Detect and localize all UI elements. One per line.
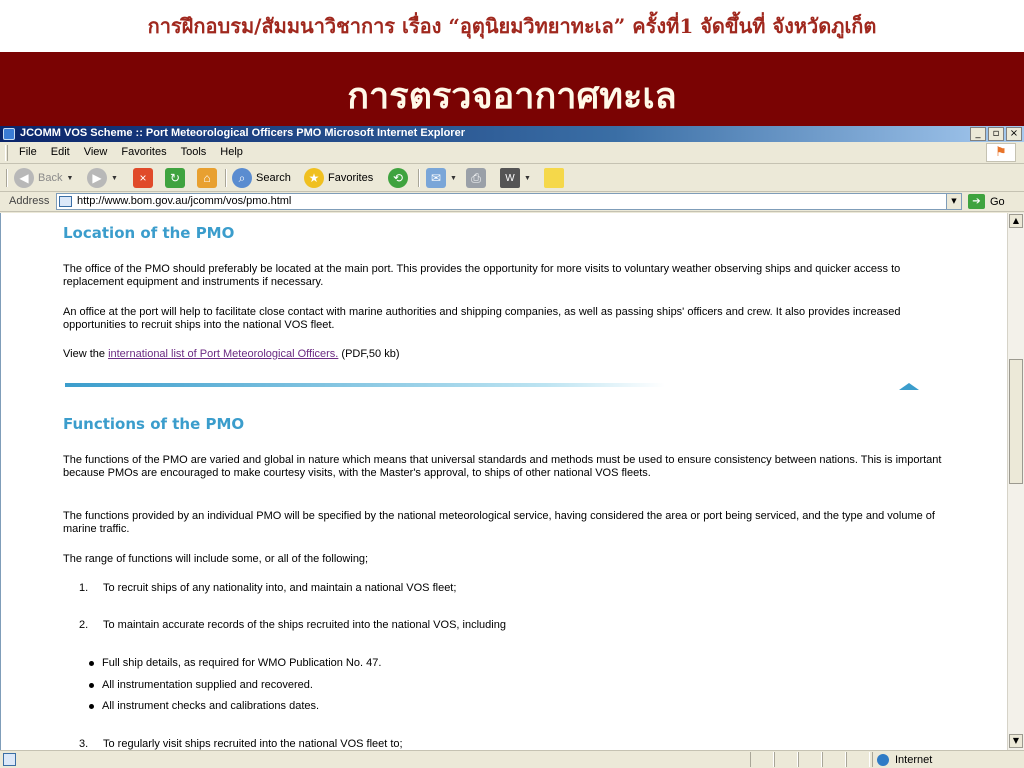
menu-tools[interactable]: Tools	[180, 146, 207, 158]
slide-title: การตรวจอากาศทะเล	[347, 75, 677, 117]
menu-bar	[0, 142, 1024, 164]
mail-dropdown-icon[interactable]: ▼	[450, 174, 457, 182]
refresh-icon: ↻	[165, 168, 185, 188]
close-button[interactable]: ×	[1006, 127, 1022, 141]
bullet-item: All instrumentation supplied and recovered.	[89, 679, 313, 692]
star-icon: ★	[304, 168, 324, 188]
address-label: Address	[9, 195, 50, 207]
functions-paragraph-1: The functions of the PMO are varied and global in nature which means that universal standards and methods must be used to ensure consistency between nations. This is important because PMOs are encouraged to make courtesy visits, with the Master's approval, to ships of other national VOS fleets.	[63, 454, 942, 479]
seminar-title: การฝึกอบรม/สัมมนาวิชาการ เรื่อง “อุตุนิยมวิทยาทะเล” ครั้งที่1 จัดขึ้นที่ จังหวัดภูเก็ต	[147, 14, 877, 38]
back-button[interactable]	[14, 167, 73, 189]
forward-arrow-icon: ▶	[87, 168, 107, 188]
status-pane	[774, 752, 798, 767]
go-label: Go	[990, 195, 1005, 208]
bullet-icon	[89, 704, 94, 709]
back-dropdown-icon[interactable]: ▼	[66, 174, 74, 182]
bullet-icon	[89, 683, 94, 688]
refresh-button[interactable]	[165, 167, 185, 189]
windows-logo-icon: ⚑	[986, 143, 1016, 162]
print-button[interactable]	[466, 167, 486, 189]
forward-button[interactable]	[87, 167, 118, 189]
back-label: Back	[38, 172, 63, 184]
page-icon	[59, 196, 72, 207]
vertical-scrollbar[interactable]	[1007, 213, 1024, 750]
status-panes	[750, 752, 870, 767]
location-paragraph-1: The office of the PMO should preferably be located at the main port. This provides the opportunity for more visits to voluntary weather observing ships and quicker access to replacement equipment and instruments if necessary.	[63, 263, 901, 288]
location-paragraph-2: An office at the port will help to facilitate close contact with marine authorities and shipping companies, as well as passing ships' officers and crew. It also provides increased opportunities to recruit ships into the national VOS fleet.	[63, 306, 901, 331]
search-label: Search	[256, 172, 291, 184]
standard-toolbar	[0, 164, 1024, 192]
history-icon: ⟲	[388, 168, 408, 188]
scroll-down-icon[interactable]: ▼	[1009, 734, 1023, 748]
functions-paragraph-3: The range of functions will include some, or all of the following;	[63, 553, 369, 565]
go-arrow-icon: ➔	[968, 194, 985, 209]
browser-window	[0, 126, 1024, 768]
bullet-icon	[89, 661, 94, 666]
status-pane	[750, 752, 774, 767]
functions-paragraph-2: The functions provided by an individual PMO will be specified by the national meteorological service, having considered the area or port being serviced, and the type and volume of marine traffic.	[63, 510, 935, 535]
print-icon: ⎙	[466, 168, 486, 188]
menu-file[interactable]: File	[19, 146, 37, 158]
ie-app-icon	[3, 128, 15, 140]
menu-help[interactable]: Help	[220, 146, 243, 158]
bullet-item: Full ship details, as required for WMO Publication No. 47.	[89, 657, 381, 670]
location-heading: Location of the PMO	[63, 224, 235, 242]
forward-dropdown-icon[interactable]: ▼	[111, 174, 118, 182]
pmo-list-link[interactable]: international list of Port Meteorological Officers.	[108, 348, 339, 360]
search-icon: ⌕	[232, 168, 252, 188]
minimize-button[interactable]: _	[970, 127, 986, 141]
address-bar	[0, 192, 1024, 212]
mail-icon: ✉	[426, 168, 446, 188]
favorites-button[interactable]	[304, 167, 373, 189]
home-button[interactable]	[197, 167, 217, 189]
favorites-label: Favorites	[328, 172, 374, 184]
numbered-item: 2. To maintain accurate records of the ships recruited into the national VOS, including	[79, 619, 506, 631]
word-edit-icon: W	[500, 168, 520, 188]
go-button[interactable]	[968, 193, 1005, 210]
toolbar-separator	[418, 169, 420, 187]
scroll-up-icon[interactable]: ▲	[1009, 214, 1023, 228]
edit-dropdown-icon[interactable]: ▼	[524, 174, 531, 182]
stop-icon: ×	[133, 168, 153, 188]
home-icon: ⌂	[197, 168, 217, 188]
history-button[interactable]	[388, 167, 408, 189]
back-to-top-icon[interactable]	[899, 383, 919, 390]
scroll-thumb[interactable]	[1009, 359, 1023, 484]
edit-button[interactable]	[500, 167, 531, 189]
discuss-button[interactable]	[544, 167, 564, 189]
view-list-line	[63, 348, 948, 361]
section-divider	[65, 383, 665, 387]
page-viewport	[0, 213, 1007, 750]
slide-header	[0, 0, 1024, 52]
zone-label: Internet	[895, 753, 933, 766]
menu-favorites[interactable]: Favorites	[121, 146, 167, 158]
slide-title-band	[0, 52, 1024, 126]
note-icon	[544, 168, 564, 188]
stop-button[interactable]	[133, 167, 153, 189]
security-zone	[872, 752, 1006, 767]
status-pane	[846, 752, 870, 767]
address-dropdown-icon[interactable]: ▼	[946, 194, 961, 209]
functions-heading: Functions of the PMO	[63, 415, 245, 433]
title-bar[interactable]	[0, 126, 1024, 142]
numbered-item: 3. To regularly visit ships recruited into the national VOS fleet to;	[79, 738, 403, 750]
menu-grip[interactable]	[5, 145, 8, 161]
restore-button[interactable]: ▫	[988, 127, 1004, 141]
view-suffix: (PDF,50 kb)	[338, 348, 400, 360]
window-controls	[970, 127, 1022, 141]
menu-view[interactable]: View	[83, 146, 108, 158]
globe-icon	[877, 754, 889, 766]
mail-button[interactable]	[426, 167, 457, 189]
menu-edit[interactable]: Edit	[50, 146, 70, 158]
status-pane	[798, 752, 822, 767]
status-bar	[0, 750, 1024, 768]
toolbar-separator	[225, 169, 227, 187]
status-pane	[822, 752, 846, 767]
search-button[interactable]	[232, 167, 291, 189]
address-field[interactable]	[56, 193, 962, 210]
numbered-item: 1. To recruit ships of any nationality into, and maintain a national VOS fleet;	[79, 582, 457, 594]
page-status-icon	[3, 753, 16, 766]
window-title: JCOMM VOS Scheme :: Port Meteorological Officers PMO Microsoft Internet Explorer	[20, 127, 465, 139]
back-arrow-icon: ◀	[14, 168, 34, 188]
address-url[interactable]: http://www.bom.gov.au/jcomm/vos/pmo.html	[77, 195, 292, 207]
toolbar-grip[interactable]	[6, 169, 8, 187]
view-prefix: View the	[63, 348, 109, 360]
bullet-item: All instrument checks and calibrations dates.	[89, 700, 319, 713]
